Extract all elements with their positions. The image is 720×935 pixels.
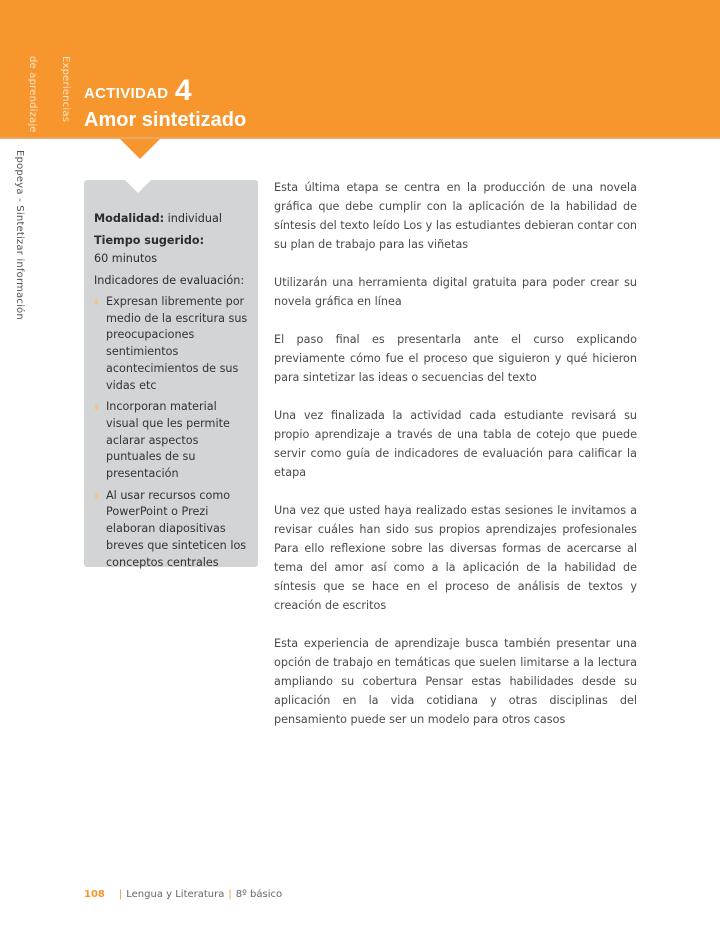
indicadores-label: Indicadores de evaluación: (94, 274, 245, 287)
footer-separator: | (228, 889, 232, 900)
indicator-text: Incorporan material visual que les permite aclarar aspectos puntuales de su presentación (106, 400, 230, 481)
section-label-line2: de aprendizaje (27, 56, 38, 133)
page-title: Amor sintetizado (84, 109, 247, 131)
footer-separator: | (118, 889, 123, 900)
unit-label: Epopeya - Sintetizar información (14, 150, 25, 320)
indicator-text: Expresan libremente por medio de la escritura sus preocupaciones sentimientos acontecimientos de sus vidas etc (106, 295, 248, 392)
tiempo-value: 60 minutos (94, 252, 158, 265)
modalidad-value: individual (164, 212, 222, 225)
footer-grade: 8º básico (235, 889, 283, 900)
body-paragraph: Esta última etapa se centra en la producción de una novela gráfica que debe cumplir con la aplicación de la habilidad de síntesis del texto leído Los y las estudiantes debieran contar con su plan de trabajo para las viñetas (274, 181, 637, 251)
page-footer (84, 889, 282, 900)
page-number: 108 (84, 889, 105, 900)
footer-subject: Lengua y Literatura (126, 889, 225, 900)
indicator-item (94, 399, 248, 483)
tiempo-label: Tiempo sugerido: (94, 234, 205, 247)
bullet-icon (95, 299, 98, 305)
body-paragraph: Esta experiencia de aprendizaje busca también presentar una opción de trabajo en temáticas que suelen limitarse a la lectura ampliando su cobertura Pensar estas habilidades desde su aplicación en la vida cotidiana y otras disciplinas del pensamiento puede ser un modelo para otros casos (274, 637, 637, 726)
info-box-notch-decoration (124, 179, 152, 193)
body-paragraph: Una vez que usted haya realizado estas sesiones le invitamos a revisar cuáles han sido sus propios aprendizajes profesionales Para ello reflexione sobre las diversas formas de acercarse al tema del amor así como a la aplicación de la habilidad de síntesis que se hace en el proceso de análisis de textos y creación de escritos (274, 504, 637, 612)
modalidad-row (94, 210, 248, 228)
main-body-text (274, 178, 637, 748)
activity-kicker-text: ACTIVIDAD (84, 85, 169, 102)
bullet-icon (95, 493, 98, 499)
section-label (16, 56, 93, 133)
body-paragraph: El paso final es presentarla ante el curso explicando previamente cómo fue el proceso que siguieron y qué hicieron para sintetizar las ideas o secuencias del texto (274, 333, 637, 384)
indicator-item (94, 294, 248, 394)
tiempo-row (94, 232, 248, 250)
bullet-icon (95, 404, 98, 410)
indicator-text: Al usar recursos como PowerPoint o Prezi elaboran diapositivas breves que sinteticen los conceptos centrales (106, 488, 247, 569)
section-label-line1: Experiencias (60, 56, 71, 123)
activity-kicker (84, 74, 192, 108)
modalidad-label: Modalidad: (94, 212, 165, 225)
body-paragraph: Utilizarán una herramienta digital gratuita para poder crear su novela gráfica en línea (274, 276, 637, 308)
body-paragraph: Una vez finalizada la actividad cada estudiante revisará su propio aprendizaje a través de una tabla de cotejo que puede servir como guía de indicadores de evaluación para calificar la etapa (274, 409, 637, 479)
activity-number: 4 (174, 74, 192, 107)
indicator-item (94, 488, 248, 572)
activity-info-box (84, 180, 258, 567)
header-notch-decoration (120, 139, 160, 159)
indicators-list (94, 294, 248, 571)
